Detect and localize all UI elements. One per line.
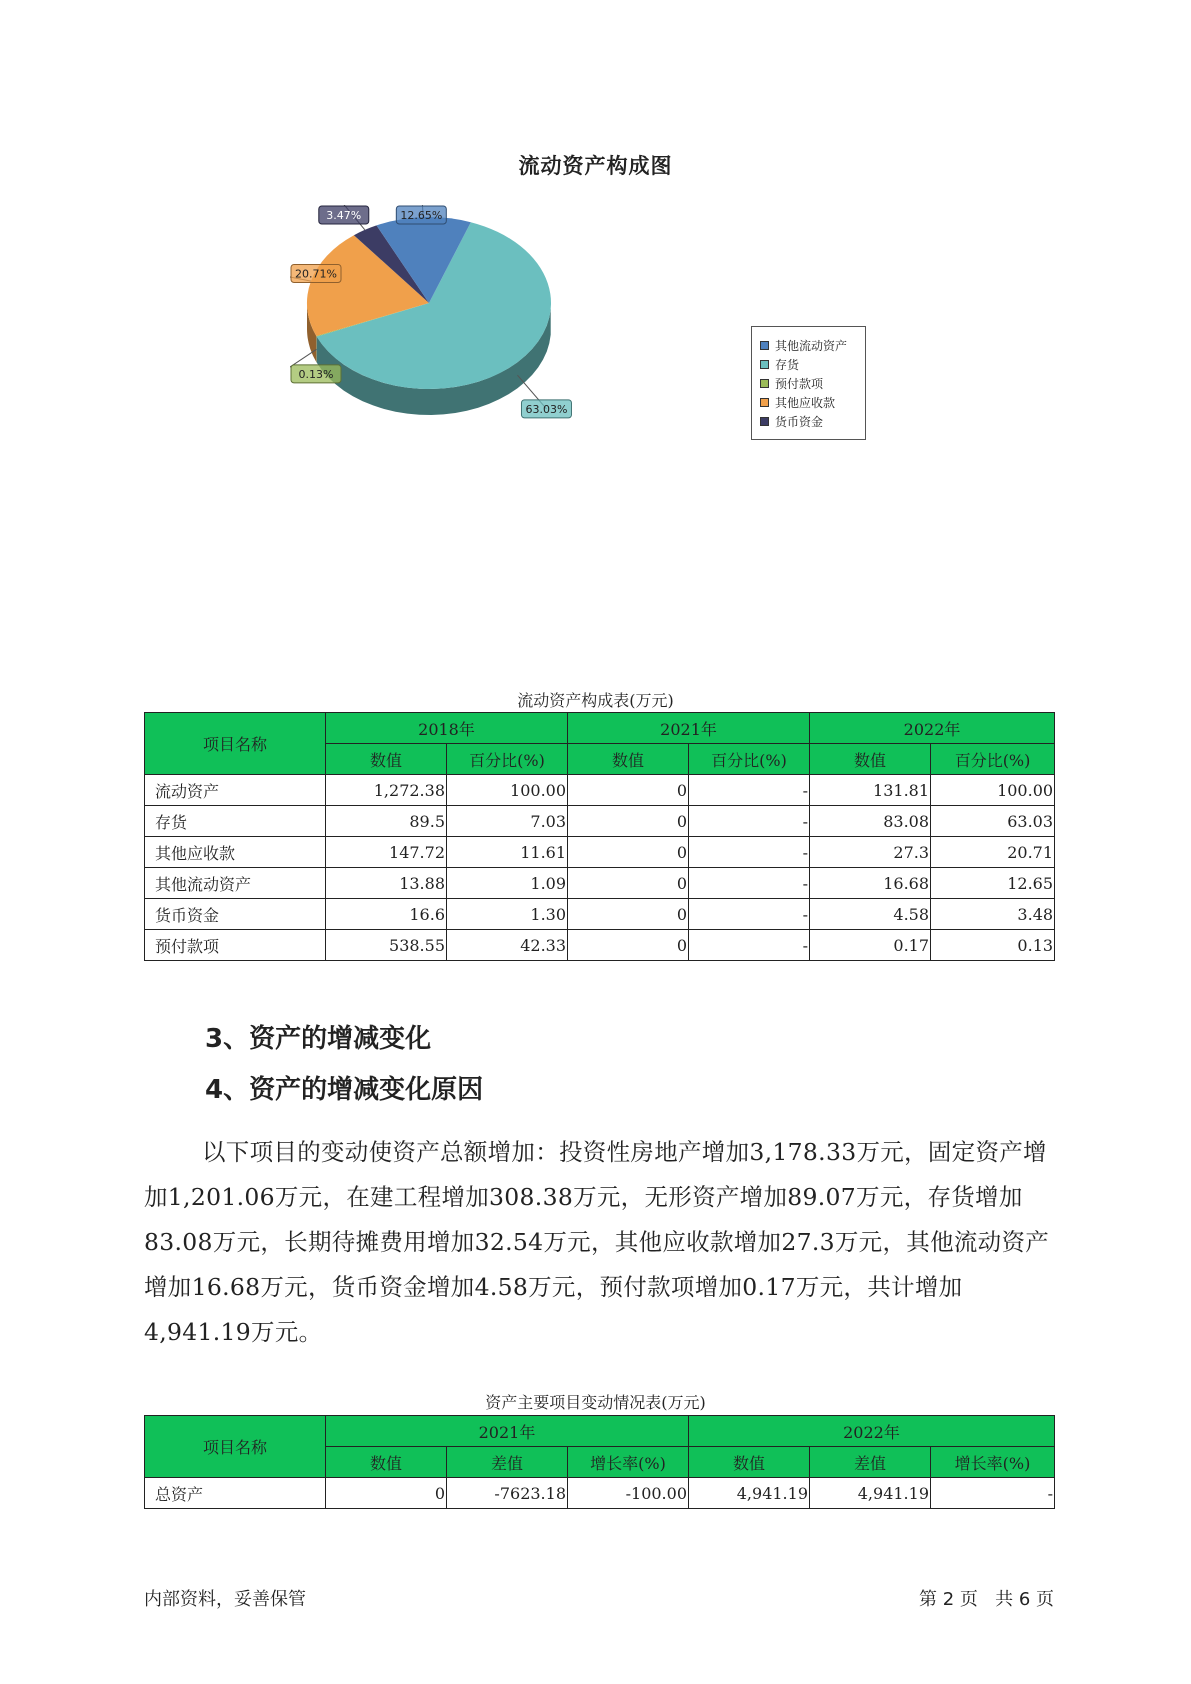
pie-data-label: 3.47% [326, 209, 362, 222]
legend-item [752, 355, 865, 374]
table1-row-cell: 100.00 [447, 775, 568, 806]
table1-row-cell: 42.33 [447, 930, 568, 961]
table1-row-cell: 3.48 [931, 899, 1055, 930]
table1-row-label: 其他应收款 [145, 837, 326, 868]
table1-row-label: 其他流动资产 [145, 868, 326, 899]
pie-data-label: 63.03% [525, 402, 568, 416]
table1-row-cell: 11.61 [447, 837, 568, 868]
table-row [145, 806, 1055, 837]
table1-row-cell: 1.30 [447, 899, 568, 930]
table1-row-cell: 0 [568, 775, 689, 806]
table2-year-header: 2022年 [689, 1416, 1055, 1447]
table1-row-cell: 0.17 [810, 930, 931, 961]
legend-label: 货币资金 [775, 415, 824, 429]
table1-subheader: 数值 [326, 744, 447, 775]
table1-row-cell: - [689, 837, 810, 868]
table1-row-label: 预付款项 [145, 930, 326, 961]
table1-row-cell: 4.58 [810, 899, 931, 930]
table1-caption: 流动资产构成表(万元) [517, 691, 674, 710]
table2-name-header: 项目名称 [145, 1416, 326, 1478]
table1-row-cell: 89.5 [326, 806, 447, 837]
table-row [145, 1478, 1055, 1509]
table-row [145, 868, 1055, 899]
table2-row-cell: 4,941.19 [810, 1478, 931, 1509]
legend-label: 预付款项 [775, 377, 824, 391]
table1-row-cell: - [689, 899, 810, 930]
table1-row-cell: 20.71 [931, 837, 1055, 868]
table1-row-cell: 1,272.38 [326, 775, 447, 806]
table-row [145, 930, 1055, 961]
table-row [145, 899, 1055, 930]
table1-row-cell: 147.72 [326, 837, 447, 868]
legend-label: 其他应收款 [775, 396, 836, 410]
table1-year-header: 2018年 [326, 713, 568, 744]
footer-confidential: 内部资料，妥善保管 [144, 1589, 306, 1610]
table2-row-cell: -7623.18 [447, 1478, 568, 1509]
table2-subheader: 数值 [689, 1447, 810, 1478]
table1-row-cell: 131.81 [810, 775, 931, 806]
table1-row-label: 流动资产 [145, 775, 326, 806]
table1-subheader: 百分比(%) [931, 744, 1055, 775]
table1-subheader: 数值 [810, 744, 931, 775]
table1-row-cell: - [689, 806, 810, 837]
table2-year-header: 2021年 [326, 1416, 689, 1447]
table1-row-cell: 7.03 [447, 806, 568, 837]
footer-page-number: 第 2 页 共 6 页 [919, 1589, 1054, 1610]
table2-subheader: 增长率(%) [931, 1447, 1055, 1478]
table1-year-header: 2021年 [568, 713, 810, 744]
table1-subheader: 数值 [568, 744, 689, 775]
legend-item [752, 412, 865, 431]
chart-title: 流动资产构成图 [518, 154, 673, 178]
table1-name-header: 项目名称 [145, 713, 326, 775]
legend-swatch [760, 398, 769, 407]
legend-label: 存货 [775, 358, 800, 372]
table2-row-cell: 4,941.19 [689, 1478, 810, 1509]
table2-subheader: 差值 [447, 1447, 568, 1478]
table-row [145, 775, 1055, 806]
table2-row-label: 总资产 [145, 1478, 326, 1509]
table1-row-cell: - [689, 930, 810, 961]
legend-item [752, 374, 865, 393]
table1-subheader: 百分比(%) [447, 744, 568, 775]
table1-row-cell: 0 [568, 868, 689, 899]
table2-subheader: 差值 [810, 1447, 931, 1478]
legend-swatch [760, 341, 769, 350]
table1-row-cell: 12.65 [931, 868, 1055, 899]
table2-subheader: 数值 [326, 1447, 447, 1478]
table1-row-cell: 16.68 [810, 868, 931, 899]
table1-row-label: 存货 [145, 806, 326, 837]
legend-swatch [760, 360, 769, 369]
pie-data-label: 0.13% [298, 367, 334, 381]
table2-row-cell: -100.00 [568, 1478, 689, 1509]
table1-row-cell: 0 [568, 899, 689, 930]
table1-row-cell: - [689, 775, 810, 806]
section-heading-3: 3、资产的增减变化 [205, 1024, 432, 1054]
table1-row-cell: 0 [568, 930, 689, 961]
table1-row-cell: 13.88 [326, 868, 447, 899]
legend-item [752, 393, 865, 412]
pie-chart [290, 205, 630, 485]
asset-change-table [144, 1415, 1055, 1509]
table1-row-cell: - [689, 868, 810, 899]
table1-year-header: 2022年 [810, 713, 1055, 744]
table1-subheader: 百分比(%) [689, 744, 810, 775]
table1-row-cell: 27.3 [810, 837, 931, 868]
pie-data-label: 12.65% [400, 209, 443, 222]
chart-legend [751, 326, 866, 440]
table1-row-cell: 0 [568, 837, 689, 868]
table1-row-cell: 0 [568, 806, 689, 837]
body-paragraph: 以下项目的变动使资产总额增加：投资性房地产增加3,178.33万元，固定资产增加1,201.06万元，在建工程增加308.38万元，无形资产增加89.07万元，存货增加83.08万元，长期待摊费用增加32.54万元，其他应收款增加27.3万元，其他流动资产增加16.68万元，货币资金增加4.58万元，预付款项增加0.17万元，共计增加4,941.19万元。 [144, 1138, 1050, 1346]
legend-item [752, 336, 865, 355]
table2-row-cell: - [931, 1478, 1055, 1509]
pie-data-label: 20.71% [295, 267, 337, 281]
table1-row-cell: 1.09 [447, 868, 568, 899]
table1-row-cell: 16.6 [326, 899, 447, 930]
legend-label: 其他流动资产 [775, 339, 848, 353]
legend-swatch [760, 379, 769, 388]
table2-subheader: 增长率(%) [568, 1447, 689, 1478]
table1-row-cell: 0.13 [931, 930, 1055, 961]
table2-caption: 资产主要项目变动情况表(万元) [485, 1393, 706, 1412]
legend-swatch [760, 417, 769, 426]
current-assets-table [144, 712, 1055, 961]
table1-row-cell: 538.55 [326, 930, 447, 961]
table1-row-cell: 100.00 [931, 775, 1055, 806]
table-row [145, 837, 1055, 868]
section-heading-4: 4、资产的增减变化原因 [205, 1075, 484, 1105]
table1-row-cell: 63.03 [931, 806, 1055, 837]
table1-row-label: 货币资金 [145, 899, 326, 930]
table1-row-cell: 83.08 [810, 806, 931, 837]
table2-row-cell: 0 [326, 1478, 447, 1509]
